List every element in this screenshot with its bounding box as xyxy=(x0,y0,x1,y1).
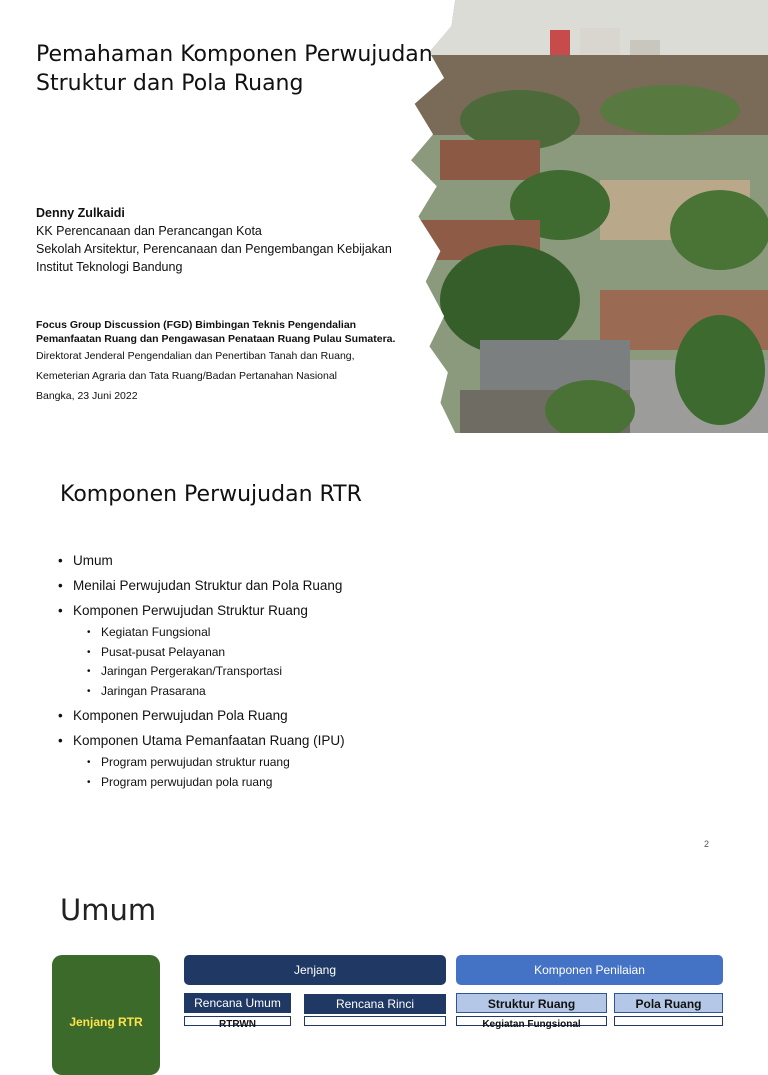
event-title-line: Focus Group Discussion (FGD) Bimbingan Teknis Pengendalian xyxy=(36,319,357,331)
rtrwn-box: RTRWN xyxy=(184,1016,291,1026)
event-date: Bangka, 23 Juni 2022 xyxy=(36,390,138,402)
jenjang-rtr-label: Jenjang RTR xyxy=(69,1015,143,1029)
kegiatan-fungsional-box: Kegiatan Fungsional xyxy=(456,1016,607,1026)
sub-bullet-item: • Kegiatan Fungsional xyxy=(73,623,345,643)
pola-ruang-cell xyxy=(614,1016,723,1026)
sub-bullet-item: • Program perwujudan struktur ruang xyxy=(73,753,345,773)
bullet-text: Komponen Perwujudan Pola Ruang xyxy=(73,708,288,723)
bullet-item xyxy=(58,573,345,598)
bullet-item xyxy=(58,703,345,728)
author-affiliation-line: KK Perencanaan dan Perancangan Kota xyxy=(36,224,262,238)
bullet-text: Komponen Utama Pemanfaatan Ruang (IPU) xyxy=(73,733,345,748)
umum-slide xyxy=(0,877,768,1030)
slide-title: Komponen Perwujudan RTR xyxy=(60,482,362,507)
page-number: 2 xyxy=(704,839,710,849)
bullet-item xyxy=(58,598,345,701)
event-detail-line: Kemeterian Agraria dan Tata Ruang/Badan Pertanahan Nasional xyxy=(36,370,338,382)
jenjang-header: Jenjang xyxy=(184,955,446,985)
sub-bullet-item: • Pusat-pusat Pelayanan xyxy=(73,643,345,663)
struktur-ruang-box: Struktur Ruang xyxy=(456,993,607,1013)
title-slide xyxy=(0,0,768,433)
slide-title: Pemahaman Komponen Perwujudan Struktur dan Pola Ruang xyxy=(36,42,433,96)
komponen-penilaian-header: Komponen Penilaian xyxy=(456,955,723,985)
sub-bullet-item: • Program perwujudan pola ruang xyxy=(73,773,345,793)
bullet-text: Komponen Perwujudan Struktur Ruang xyxy=(73,603,308,618)
event-title-line: Pemanfaatan Ruang dan Pengawasan Penataan Ruang Pulau Sumatera. xyxy=(36,333,396,345)
sub-bullet-item: • Jaringan Pergerakan/Transportasi xyxy=(73,662,345,682)
sub-bullet-list xyxy=(73,623,345,701)
bullet-item xyxy=(58,548,345,573)
bullet-item xyxy=(58,728,345,792)
bullet-text: Umum xyxy=(73,553,113,568)
slide-title: Umum xyxy=(60,893,157,927)
rencana-rinci-cell xyxy=(304,1016,446,1026)
event-detail-line: Direktorat Jenderal Pengendalian dan Penertiban Tanah dan Ruang, xyxy=(36,350,355,362)
author-affiliation-line: Sekolah Arsitektur, Perencanaan dan Pengembangan Kebijakan xyxy=(36,242,392,256)
event-block xyxy=(36,318,426,406)
bullet-text: Menilai Perwujudan Struktur dan Pola Ruang xyxy=(73,578,343,593)
jenjang-rtr-box xyxy=(52,955,160,1075)
outline-slide xyxy=(0,445,768,865)
sub-bullet-list xyxy=(73,753,345,792)
rencana-umum-box: Rencana Umum xyxy=(184,993,291,1013)
pola-ruang-box: Pola Ruang xyxy=(614,993,723,1013)
sub-bullet-item: • Jaringan Prasarana xyxy=(73,682,345,702)
author-block xyxy=(36,204,392,276)
author-name: Denny Zulkaidi xyxy=(36,206,125,220)
rencana-rinci-box: Rencana Rinci xyxy=(304,994,446,1014)
author-affiliation-line: Institut Teknologi Bandung xyxy=(36,260,183,274)
bullet-list xyxy=(58,548,345,794)
